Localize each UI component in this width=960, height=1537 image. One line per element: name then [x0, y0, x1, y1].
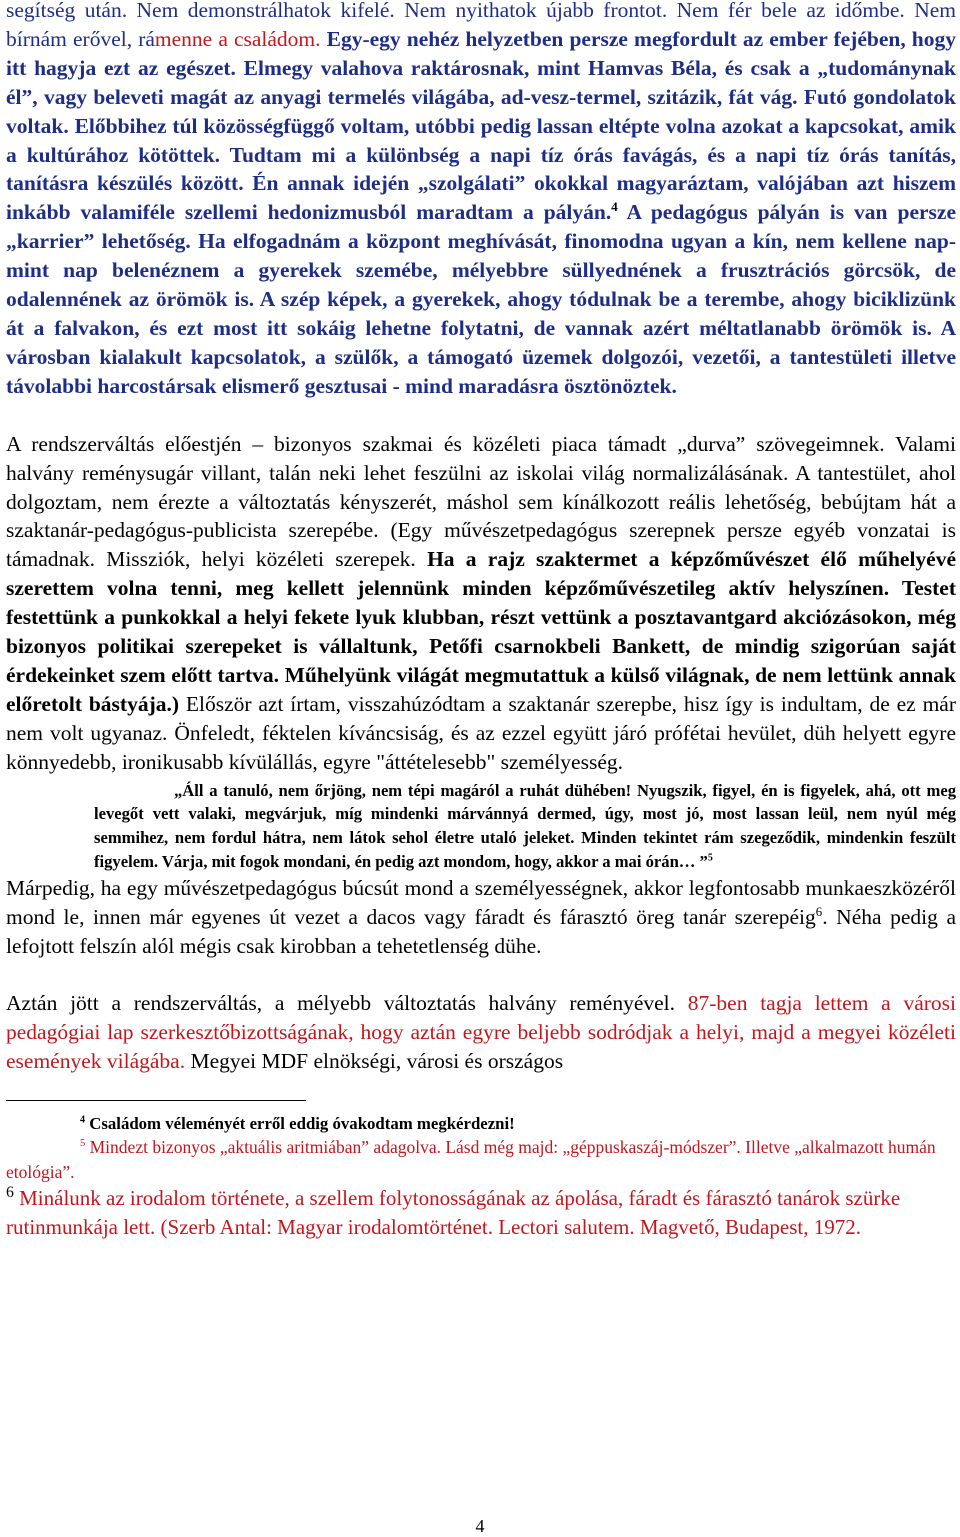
paragraph-2	[6, 430, 956, 777]
paragraph-1-body: Egy-egy nehéz helyzetben persze megfordult az ember fejében, hogy itt hagyja ezt az egészet. Elmegy valahova raktárosnak, mint Hamvas Béla, és csak a „tudománynak él”, vagy beleveti magát az anyagi termelés világába, ad-vesz-termel, szitázik, fát vág. Futó gondolatok voltak. Előbbihez túl közösségfüggő voltam, utóbbi pedig lassan eltépte volna azokat a kapcsokat, amik a kultúrához kötöttek. Tudtam mi a különbség a napi tíz órás favágás, és a napi tíz órás tanítás, tanításra készülés között. Én annak idején „szolgálati” okokkal magyaráztam, valójában azt hiszem inkább valamiféle szellemi hedonizmusból maradtam a pályán.	[6, 26, 957, 225]
paragraph-4	[6, 989, 956, 1076]
block-quote	[94, 779, 956, 874]
paragraph-2-end: Először azt írtam, visszahúzódtam a szaktanár szerepbe, hisz így is indultam, de ez már nem volt ugyanaz. Önfeledt, féktelen kíváncsiság, és az ezzel együtt járó prófétai hevület, düh helyett egyre könnyedebb, ironikusabb kívülállás, egyre "áttételesebb" személyesség.	[6, 691, 956, 774]
page-number: 4	[475, 1516, 485, 1536]
paragraph-1-body-cont: A pedagógus pályán is van persze „karrier” lehetőség. Ha elfogadnám a központ meghívását, finomodna ugyan a kín, nem kellene nap-mint nap belenéznem a gyerekek szemébe, mélyebbre süllyednének a frusztrációs görcsök, de odalennének az örömök is. A szép képek, a gyerekek, ahogy tódulnak be a terembe, ahogy biciklizünk át a falvakon, és ezt most itt sokáig lehetne folytatni, de vannak azért méltatlanabb örömök is. A városban kialakult kapcsolatok, a szülők, a támogató üzemek dolgozói, vezetői, a tantestületi illetve távolabbi harcostársak elismerő gesztusai - mind maradásra ösztönöztek.	[6, 200, 956, 398]
paragraph-3-end: . Néha pedig a lefojtott felszín alól mégis csak kirobban a tehetetlenség dühe.	[6, 904, 956, 958]
footnote-6-text: Minálunk az irodalom története, a szellem folytonosságának az ápolása, fáradt és fárasztó tanárok szürke rutinmunkája lett. (Szerb Antal: Magyar irodalomtörténet. Lectori salutem. Magvető, Budapest, 1972.	[6, 1186, 901, 1240]
footnote-5-text: Mindezt bizonyos „aktuális aritmiában” adagolva. Lásd még majd: „géppuskaszáj-módszer”. Illetve „alkalmazott humán etológia”.	[6, 1137, 936, 1182]
footnote-4-text: Családom véleményét erről eddig óvakodtam megkérdezni!	[85, 1114, 515, 1134]
paragraph-3-text: Márpedig, ha egy művészetpedagógus búcsút mond a személyességnek, akkor legfontosabb munkaeszközéről mond le, innen már egyenes út vezet a dacos vagy fáradt és fárasztó öreg tanár szerepéig	[6, 875, 956, 929]
footnote-4-number: 4	[80, 1114, 86, 1126]
paragraph-2-bold: Ha a rajz szaktermet a képzőművészet élő műhelyévé szerettem volna tenni, meg kellett jelennünk minden képzőművészetileg aktív helyszínen. Testet festettünk a punkokkal a helyi fekete lyuk klubban, részt vettünk a posztavantgard akciózásokon, még bizonyos politikai szerepeket is vállaltunk, Petőfi csarnokbeli Bankett, de mindig szigorúan saját érdekeinket szem előtt tartva. Műhelyünk világát megmutattuk a külső világnak, de nem lettünk annak előretolt bástyája.)	[6, 547, 957, 716]
paragraph-1-highlight: menne a családom.	[154, 26, 321, 51]
footnote-5-number: 5	[80, 1138, 86, 1150]
footnote-6	[6, 1184, 956, 1242]
block-quote-text: „Áll a tanuló, nem őrjöng, nem tépi magáról a ruhát dühében! Nyugszik, figyel, én is figyelek, ahá, ott meg levegőt vett valaki, megvárjuk, míg mindenki márvánnyá dermed, úgy, most jó, most lassan leül, nem nyúl még semmihez, nem fordul hátra, nem látok sehol életre utaló jeleket. Minden tekintet rám szegeződik, mindenkin feszült figyelem. Várja, mit fogok mondani, én pedig azt mondom, hogy, akkor a mai órán… ”	[94, 780, 956, 871]
footnote-4	[80, 1113, 956, 1135]
paragraph-4-intro: Aztán jött a rendszerváltás, a mélyebb változtatás halvány reményével.	[6, 991, 688, 1016]
paragraph-1-intro: segítség után. Nem demonstrálhatok kifelé. Nem nyithatok újabb frontot. Nem fér bele az időmbe. Nem bírnám erővel, rá	[6, 0, 956, 51]
footnote-5	[6, 1135, 956, 1184]
paragraph-4-end: Megyei MDF elnökségi, városi és országos	[185, 1049, 564, 1074]
paragraph-4-highlight: 87-ben tagja lettem a városi pedagógiai lap szerkesztőbizottságának, hogy aztán egyre beljebb sodródjak a helyi, majd a megyei közéleti események világába.	[6, 991, 956, 1074]
paragraph-3	[6, 874, 956, 961]
footnote-ref-6[interactable]: 6	[815, 904, 823, 919]
paragraph-1	[6, 0, 956, 401]
footnote-ref-4[interactable]: 4	[611, 200, 618, 215]
footnote-ref-5[interactable]: 5	[707, 852, 713, 864]
footnote-separator	[6, 1100, 306, 1101]
footnote-6-number: 6	[6, 1184, 14, 1202]
paragraph-2-intro: A rendszerváltás előestjén – bizonyos szakmai és közéleti piaca támadt „durva” szövegeimnek. Valami halvány reménysugár villant, talán neki lehet feszülni az iskolai világ normalizálásának. A tantestület, ahol dolgoztam, nem érezte a változtatás kényszerét, máshol sem kínálkozott reális lehetőség, bebújtam hát a szaktanár-pedagógus-publicista szerepébe. (Egy művészetpedagógus szerepnek persze egyéb vonzatai is támadnak. Missziók, helyi közéleti szerepek.	[6, 431, 956, 572]
document-page	[6, 0, 956, 1242]
